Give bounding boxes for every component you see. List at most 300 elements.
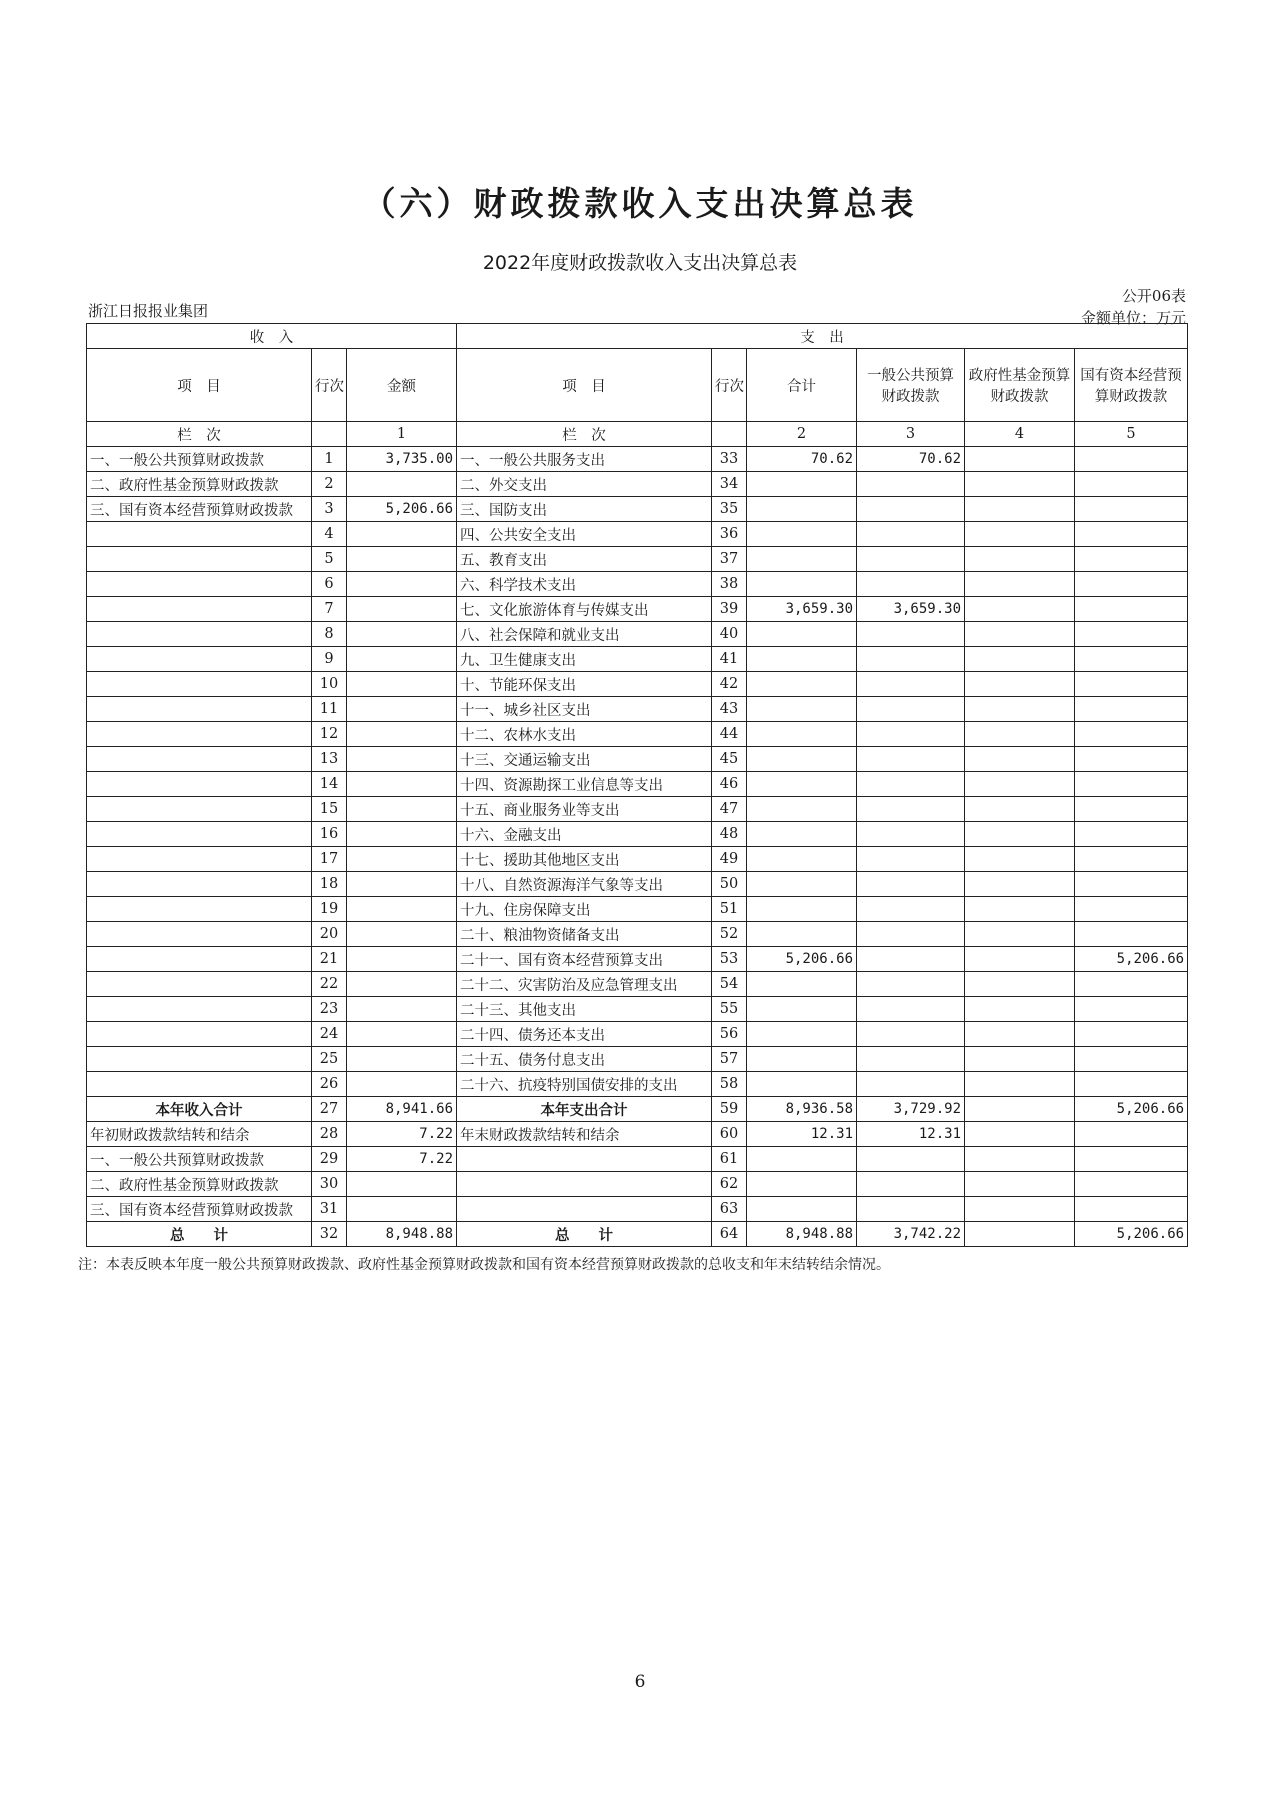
expense-row-no-cell: 59: [712, 1097, 747, 1122]
expense-item-cell: 二十二、灾害防治及应急管理支出: [457, 972, 712, 997]
state-capital-header: 国有资本经营预算财政拨款: [1075, 349, 1188, 422]
expense-total-cell: [747, 547, 857, 572]
income-amount-cell: [347, 997, 457, 1022]
state-capital-cell: [1075, 1047, 1188, 1072]
col-number-5: 5: [1075, 422, 1188, 447]
expense-total-cell: [747, 997, 857, 1022]
expense-total-cell: [747, 1147, 857, 1172]
income-amount-cell: [347, 972, 457, 997]
income-amount-cell: [347, 797, 457, 822]
income-item-cell: 三、国有资本经营预算财政拨款: [87, 1197, 312, 1222]
fund-budget-cell: [965, 497, 1075, 522]
expense-item-cell: 十六、金融支出: [457, 822, 712, 847]
general-budget-cell: [857, 972, 965, 997]
expense-row-no-cell: 45: [712, 747, 747, 772]
grand-total-row: [87, 1222, 1188, 1247]
fund-budget-cell: [965, 597, 1075, 622]
expense-item-cell: 十七、援助其他地区支出: [457, 847, 712, 872]
fund-budget-cell: [965, 622, 1075, 647]
expense-row-no-cell: 61: [712, 1147, 747, 1172]
income-amount-cell: [347, 472, 457, 497]
page-title: （六）财政拨款收入支出决算总表: [362, 184, 918, 223]
expense-total-cell: [747, 497, 857, 522]
expense-row-no-cell: 64: [712, 1222, 747, 1247]
expense-item-cell: 总 计: [457, 1222, 712, 1247]
expense-item-cell: 二十一、国有资本经营预算支出: [457, 947, 712, 972]
table-title: 2022年度财政拨款收入支出决算总表: [482, 252, 798, 274]
income-item-cell: [87, 997, 312, 1022]
income-amount-cell: [347, 1072, 457, 1097]
fund-budget-cell: [965, 1222, 1075, 1247]
fund-budget-cell: [965, 822, 1075, 847]
table-row: [87, 797, 1188, 822]
column-number-row: [87, 422, 1188, 447]
income-item-cell: [87, 1047, 312, 1072]
general-budget-cell: [857, 1047, 965, 1072]
income-item-cell: [87, 972, 312, 997]
income-item-cell: [87, 597, 312, 622]
expense-item-cell: 十五、商业服务业等支出: [457, 797, 712, 822]
income-amount-cell: [347, 822, 457, 847]
expense-item-cell: 十一、城乡社区支出: [457, 697, 712, 722]
fund-budget-cell: [965, 1097, 1075, 1122]
fund-budget-cell: [965, 772, 1075, 797]
income-amount-cell: 5,206.66: [347, 497, 457, 522]
income-amount-cell: 8,941.66: [347, 1097, 457, 1122]
expense-total-cell: [747, 1172, 857, 1197]
expense-total-cell: [747, 972, 857, 997]
expense-row-no-cell: 46: [712, 772, 747, 797]
year-total-row: [87, 1097, 1188, 1122]
state-capital-cell: [1075, 822, 1188, 847]
table-row: [87, 1022, 1188, 1047]
state-capital-cell: [1075, 897, 1188, 922]
income-amount-cell: [347, 672, 457, 697]
expense-item-cell: 十三、交通运输支出: [457, 747, 712, 772]
fund-budget-cell: [965, 747, 1075, 772]
fund-budget-cell: [965, 797, 1075, 822]
income-item-header: 项 目: [87, 349, 312, 422]
carryover-row: [87, 1122, 1188, 1147]
income-item-cell: 二、政府性基金预算财政拨款: [87, 472, 312, 497]
income-item-cell: [87, 572, 312, 597]
income-row-no-cell: 17: [312, 847, 347, 872]
expense-row-no-cell: 38: [712, 572, 747, 597]
income-amount-cell: 3,735.00: [347, 447, 457, 472]
general-budget-cell: [857, 1197, 965, 1222]
income-item-cell: [87, 1022, 312, 1047]
expense-row-no-cell: 50: [712, 872, 747, 897]
state-capital-cell: [1075, 997, 1188, 1022]
state-capital-cell: [1075, 447, 1188, 472]
income-amount-cell: [347, 647, 457, 672]
expense-row-no-cell: 33: [712, 447, 747, 472]
income-row-no-cell: 1: [312, 447, 347, 472]
expense-item-cell: 本年支出合计: [457, 1097, 712, 1122]
income-row-no-cell: 3: [312, 497, 347, 522]
carryover-row: [87, 1197, 1188, 1222]
expense-item-cell: 十二、农林水支出: [457, 722, 712, 747]
expense-item-cell: 十、节能环保支出: [457, 672, 712, 697]
expense-total-cell: 70.62: [747, 447, 857, 472]
income-amount-cell: [347, 747, 457, 772]
expense-item-header: 项 目: [457, 349, 712, 422]
table-row: [87, 472, 1188, 497]
income-row-no-cell: 11: [312, 697, 347, 722]
table-row: [87, 747, 1188, 772]
expense-total-cell: [747, 1197, 857, 1222]
income-amount-cell: 7.22: [347, 1147, 457, 1172]
general-budget-cell: [857, 622, 965, 647]
state-capital-cell: [1075, 472, 1188, 497]
income-item-cell: [87, 797, 312, 822]
income-item-cell: [87, 897, 312, 922]
income-amount-cell: [347, 947, 457, 972]
expense-row-no-cell: 49: [712, 847, 747, 872]
expense-total-cell: [747, 797, 857, 822]
table-row: [87, 622, 1188, 647]
table-row: [87, 847, 1188, 872]
table-row: [87, 897, 1188, 922]
expense-item-cell: 二十五、债务付息支出: [457, 1047, 712, 1072]
fund-budget-cell: [965, 1147, 1075, 1172]
expense-row-no-cell: 36: [712, 522, 747, 547]
state-capital-cell: [1075, 872, 1188, 897]
income-amount-cell: [347, 772, 457, 797]
income-amount-cell: [347, 897, 457, 922]
expense-item-cell: 三、国防支出: [457, 497, 712, 522]
table-row: [87, 672, 1188, 697]
table-row: [87, 447, 1188, 472]
table-row: [87, 922, 1188, 947]
expense-total-cell: [747, 847, 857, 872]
general-budget-cell: [857, 572, 965, 597]
income-row-no-cell: 25: [312, 1047, 347, 1072]
expense-total-cell: 12.31: [747, 1122, 857, 1147]
table-note: 注：本表反映本年度一般公共预算财政拨款、政府性基金预算财政拨款和国有资本经营预算财政拨款的总收支和年末结转结余情况。: [78, 1257, 890, 1273]
budget-table: [86, 323, 1188, 1247]
income-col-label: 栏 次: [87, 422, 312, 447]
expense-item-cell: 二十六、抗疫特别国债安排的支出: [457, 1072, 712, 1097]
income-item-cell: [87, 847, 312, 872]
expense-item-cell: 二十、粮油物资储备支出: [457, 922, 712, 947]
expense-total-cell: [747, 897, 857, 922]
empty-cell: [312, 422, 347, 447]
state-capital-cell: [1075, 1122, 1188, 1147]
fund-budget-header: 政府性基金预算财政拨款: [965, 349, 1075, 422]
expense-total-cell: [747, 1022, 857, 1047]
fund-budget-cell: [965, 722, 1075, 747]
column-header-row: [87, 349, 1188, 422]
expense-item-cell: 十九、住房保障支出: [457, 897, 712, 922]
expense-row-no-cell: 57: [712, 1047, 747, 1072]
fund-budget-cell: [965, 472, 1075, 497]
state-capital-cell: [1075, 647, 1188, 672]
expense-item-cell: 七、文化旅游体育与传媒支出: [457, 597, 712, 622]
expense-row-no-cell: 63: [712, 1197, 747, 1222]
page-number: 6: [634, 1672, 646, 1692]
fund-budget-cell: [965, 447, 1075, 472]
expense-row-no-cell: 35: [712, 497, 747, 522]
expense-item-cell: 一、一般公共服务支出: [457, 447, 712, 472]
state-capital-cell: [1075, 522, 1188, 547]
expense-item-cell: 十四、资源勘探工业信息等支出: [457, 772, 712, 797]
income-row-no-cell: 7: [312, 597, 347, 622]
income-row-no-header: 行次: [312, 349, 347, 422]
income-item-cell: [87, 747, 312, 772]
income-amount-cell: [347, 1197, 457, 1222]
general-budget-cell: 3,729.92: [857, 1097, 965, 1122]
expense-item-cell: 二、外交支出: [457, 472, 712, 497]
table-row: [87, 497, 1188, 522]
table-row: [87, 572, 1188, 597]
income-row-no-cell: 24: [312, 1022, 347, 1047]
income-item-cell: 一、一般公共预算财政拨款: [87, 447, 312, 472]
expense-row-no-cell: 56: [712, 1022, 747, 1047]
income-row-no-cell: 6: [312, 572, 347, 597]
state-capital-cell: [1075, 597, 1188, 622]
expense-total-cell: [747, 772, 857, 797]
income-row-no-cell: 19: [312, 897, 347, 922]
income-row-no-cell: 14: [312, 772, 347, 797]
general-budget-cell: [857, 647, 965, 672]
unit-name: 浙江日报报业集团: [88, 302, 209, 320]
expense-item-cell: 二十三、其他支出: [457, 997, 712, 1022]
income-item-cell: [87, 547, 312, 572]
state-capital-cell: [1075, 672, 1188, 697]
table-row: [87, 1072, 1188, 1097]
state-capital-cell: [1075, 1172, 1188, 1197]
expense-total-cell: [747, 522, 857, 547]
expense-row-no-cell: 60: [712, 1122, 747, 1147]
state-capital-cell: [1075, 1072, 1188, 1097]
general-budget-cell: [857, 1072, 965, 1097]
section-header-row: [87, 324, 1188, 349]
income-amount-cell: [347, 1022, 457, 1047]
expense-total-cell: [747, 572, 857, 597]
income-item-cell: [87, 672, 312, 697]
income-row-no-cell: 13: [312, 747, 347, 772]
income-item-cell: 年初财政拨款结转和结余: [87, 1122, 312, 1147]
expense-item-cell: 二十四、债务还本支出: [457, 1022, 712, 1047]
expense-row-no-cell: 54: [712, 972, 747, 997]
general-budget-cell: [857, 847, 965, 872]
general-budget-cell: [857, 697, 965, 722]
table-row: [87, 722, 1188, 747]
expense-row-no-cell: 37: [712, 547, 747, 572]
state-capital-cell: 5,206.66: [1075, 947, 1188, 972]
income-row-no-cell: 12: [312, 722, 347, 747]
income-amount-cell: [347, 697, 457, 722]
expense-row-no-cell: 40: [712, 622, 747, 647]
col-number-4: 4: [965, 422, 1075, 447]
income-row-no-cell: 2: [312, 472, 347, 497]
table-row: [87, 947, 1188, 972]
general-budget-cell: [857, 797, 965, 822]
fund-budget-cell: [965, 897, 1075, 922]
expense-row-no-cell: 41: [712, 647, 747, 672]
income-row-no-cell: 32: [312, 1222, 347, 1247]
state-capital-cell: [1075, 772, 1188, 797]
general-budget-cell: 3,659.30: [857, 597, 965, 622]
carryover-row: [87, 1172, 1188, 1197]
expense-row-no-cell: 39: [712, 597, 747, 622]
income-amount-cell: [347, 847, 457, 872]
expense-total-cell: [747, 1047, 857, 1072]
expense-total-cell: 5,206.66: [747, 947, 857, 972]
expense-total-cell: [747, 872, 857, 897]
income-amount-cell: [347, 1047, 457, 1072]
income-amount-cell: 7.22: [347, 1122, 457, 1147]
table-row: [87, 597, 1188, 622]
state-capital-cell: [1075, 622, 1188, 647]
expense-row-no-cell: 52: [712, 922, 747, 947]
state-capital-cell: [1075, 1197, 1188, 1222]
expense-section-header: 支 出: [457, 324, 1188, 349]
expense-row-no-cell: 48: [712, 822, 747, 847]
general-budget-cell: [857, 997, 965, 1022]
expense-total-cell: 3,659.30: [747, 597, 857, 622]
income-row-no-cell: 26: [312, 1072, 347, 1097]
expense-total-cell: [747, 472, 857, 497]
income-item-cell: [87, 922, 312, 947]
general-budget-cell: [857, 747, 965, 772]
table-row: [87, 697, 1188, 722]
general-budget-cell: [857, 947, 965, 972]
income-item-cell: 二、政府性基金预算财政拨款: [87, 1172, 312, 1197]
expense-item-cell: [457, 1147, 712, 1172]
general-budget-cell: [857, 672, 965, 697]
state-capital-cell: [1075, 797, 1188, 822]
income-item-cell: [87, 622, 312, 647]
income-item-cell: [87, 872, 312, 897]
fund-budget-cell: [965, 1072, 1075, 1097]
expense-total-cell: [747, 1072, 857, 1097]
expense-total-cell: [747, 722, 857, 747]
expense-row-no-header: 行次: [712, 349, 747, 422]
general-budget-cell: [857, 722, 965, 747]
expense-total-cell: [747, 747, 857, 772]
col-number-1: 1: [347, 422, 457, 447]
income-row-no-cell: 28: [312, 1122, 347, 1147]
expense-row-no-cell: 34: [712, 472, 747, 497]
fund-budget-cell: [965, 847, 1075, 872]
income-row-no-cell: 20: [312, 922, 347, 947]
expense-row-no-cell: 43: [712, 697, 747, 722]
income-amount-cell: [347, 722, 457, 747]
state-capital-cell: [1075, 922, 1188, 947]
expense-total-cell: 8,948.88: [747, 1222, 857, 1247]
general-budget-cell: [857, 497, 965, 522]
expense-row-no-cell: 44: [712, 722, 747, 747]
income-amount-cell: [347, 597, 457, 622]
expense-total-cell: [747, 822, 857, 847]
general-budget-cell: [857, 772, 965, 797]
expense-total-cell: [747, 672, 857, 697]
state-capital-cell: [1075, 972, 1188, 997]
expense-row-no-cell: 51: [712, 897, 747, 922]
general-budget-cell: 70.62: [857, 447, 965, 472]
general-budget-cell: [857, 872, 965, 897]
income-amount-header: 金额: [347, 349, 457, 422]
fund-budget-cell: [965, 1172, 1075, 1197]
income-item-cell: [87, 522, 312, 547]
expense-total-header: 合计: [747, 349, 857, 422]
state-capital-cell: [1075, 697, 1188, 722]
expense-total-cell: [747, 697, 857, 722]
expense-total-cell: [747, 647, 857, 672]
general-budget-cell: [857, 822, 965, 847]
expense-total-cell: [747, 622, 857, 647]
income-row-no-cell: 27: [312, 1097, 347, 1122]
income-item-cell: [87, 722, 312, 747]
income-item-cell: 总 计: [87, 1222, 312, 1247]
income-item-cell: 一、一般公共预算财政拨款: [87, 1147, 312, 1172]
expense-row-no-cell: 47: [712, 797, 747, 822]
income-amount-cell: [347, 1172, 457, 1197]
income-row-no-cell: 31: [312, 1197, 347, 1222]
expense-total-cell: 8,936.58: [747, 1097, 857, 1122]
general-budget-cell: [857, 472, 965, 497]
table-row: [87, 997, 1188, 1022]
fund-budget-cell: [965, 522, 1075, 547]
table-row: [87, 1047, 1188, 1072]
table-row: [87, 772, 1188, 797]
income-row-no-cell: 29: [312, 1147, 347, 1172]
income-row-no-cell: 22: [312, 972, 347, 997]
amount-unit: 金额单位：万元: [1080, 309, 1186, 327]
table-row: [87, 822, 1188, 847]
col-number-3: 3: [857, 422, 965, 447]
income-row-no-cell: 21: [312, 947, 347, 972]
income-row-no-cell: 23: [312, 997, 347, 1022]
fund-budget-cell: [965, 1022, 1075, 1047]
state-capital-cell: [1075, 747, 1188, 772]
col-number-2: 2: [747, 422, 857, 447]
income-item-cell: 本年收入合计: [87, 1097, 312, 1122]
fund-budget-cell: [965, 547, 1075, 572]
income-row-no-cell: 8: [312, 622, 347, 647]
state-capital-cell: 5,206.66: [1075, 1097, 1188, 1122]
income-amount-cell: [347, 622, 457, 647]
state-capital-cell: [1075, 497, 1188, 522]
fund-budget-cell: [965, 672, 1075, 697]
fund-budget-cell: [965, 1047, 1075, 1072]
expense-total-cell: [747, 922, 857, 947]
state-capital-cell: [1075, 572, 1188, 597]
general-budget-cell: 3,742.22: [857, 1222, 965, 1247]
fund-budget-cell: [965, 997, 1075, 1022]
state-capital-cell: 5,206.66: [1075, 1222, 1188, 1247]
table-row: [87, 522, 1188, 547]
expense-item-cell: 五、教育支出: [457, 547, 712, 572]
income-row-no-cell: 5: [312, 547, 347, 572]
fund-budget-cell: [965, 972, 1075, 997]
income-row-no-cell: 9: [312, 647, 347, 672]
expense-item-cell: 八、社会保障和就业支出: [457, 622, 712, 647]
state-capital-cell: [1075, 722, 1188, 747]
fund-budget-cell: [965, 947, 1075, 972]
income-section-header: 收 入: [87, 324, 457, 349]
table-row: [87, 872, 1188, 897]
table-row: [87, 647, 1188, 672]
fund-budget-cell: [965, 647, 1075, 672]
general-budget-cell: [857, 1147, 965, 1172]
income-row-no-cell: 15: [312, 797, 347, 822]
fund-budget-cell: [965, 1197, 1075, 1222]
expense-item-cell: [457, 1172, 712, 1197]
general-budget-cell: [857, 1022, 965, 1047]
